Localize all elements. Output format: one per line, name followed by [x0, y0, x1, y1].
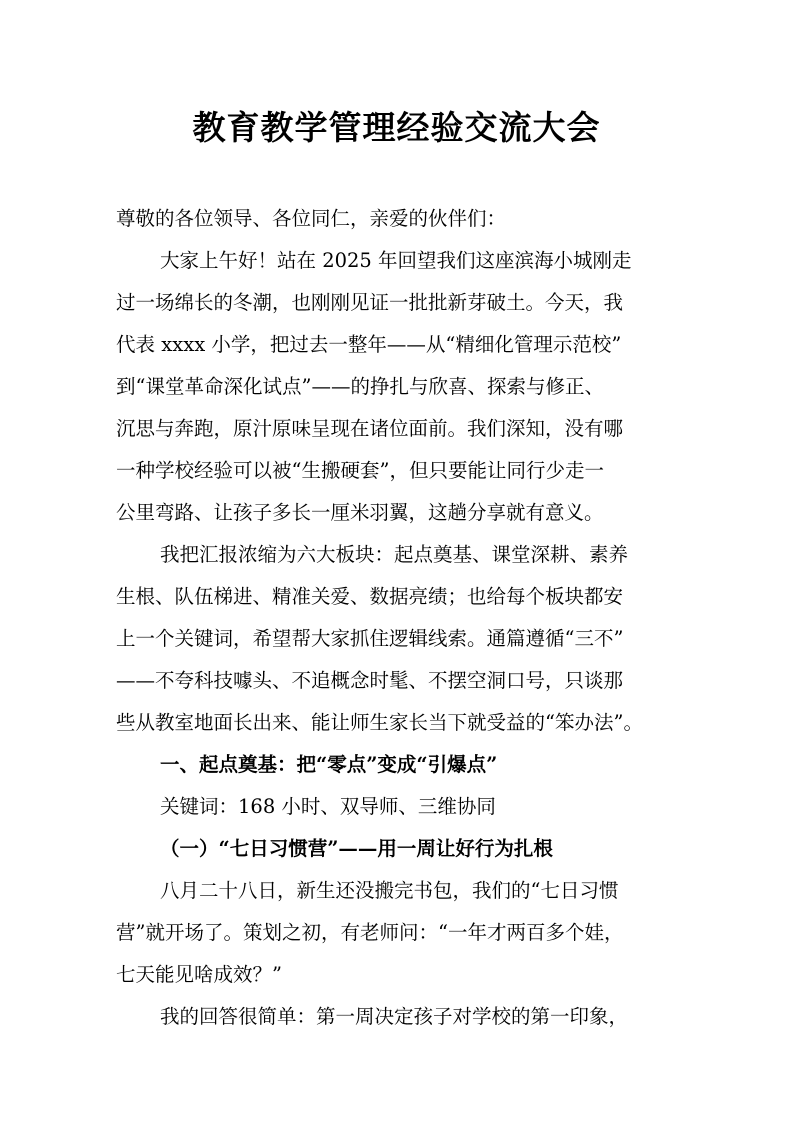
- paragraph-line: 营”就开场了。策划之初，有老师问：“一年才两百多个娃，: [116, 921, 624, 944]
- paragraph-line: 生根、队伍梯进、精准关爱、数据亮绩；也给每个板块都安: [116, 585, 624, 608]
- greeting-line: 尊敬的各位领导、各位同仁，亲爱的伙伴们：: [116, 207, 507, 230]
- paragraph-line: 七天能见啥成效？”: [116, 963, 282, 986]
- paragraph-line: 到“课堂革命深化试点”——的挣扎与欣喜、探索与修正、: [116, 375, 604, 398]
- document-title: 教育教学管理经验交流大会: [192, 108, 601, 147]
- paragraph-line: 我把汇报浓缩为六大板块：起点奠基、课堂深耕、素养: [160, 543, 629, 566]
- paragraph-line: 公里弯路、让孩子多长一厘米羽翼，这趟分享就有意义。: [116, 501, 604, 524]
- paragraph-line: 代表 xxxx 小学，把过去一整年——从“精细化管理示范校”: [116, 333, 622, 356]
- paragraph-line: 我的回答很简单：第一周决定孩子对学校的第一印象，: [160, 1005, 629, 1028]
- paragraph-line: 沉思与奔跑，原汁原味呈现在诸位面前。我们深知，没有哪: [116, 417, 624, 440]
- paragraph-line: 上一个关键词，希望帮大家抓住逻辑线索。通篇遵循“三不”: [116, 627, 624, 650]
- section-heading: 一、起点奠基：把“零点”变成“引爆点”: [160, 753, 498, 776]
- paragraph-line: 八月二十八日，新生还没搬完书包，我们的“七日习惯: [160, 879, 619, 902]
- paragraph-line: 一种学校经验可以被“生搬硬套”，但只要能让同行少走一: [116, 459, 604, 482]
- paragraph-line: 过一场绵长的冬潮，也刚刚见证一批批新芽破土。今天，我: [116, 291, 624, 314]
- paragraph-line: 些从教室地面长出来、能让师生家长当下就受益的“笨办法”。: [116, 711, 643, 734]
- paragraph-line: ——不夸科技噱头、不追概念时髦、不摆空洞口号，只谈那: [116, 669, 624, 692]
- keywords-line: 关键词：168 小时、双导师、三维协同: [160, 795, 496, 818]
- subsection-heading: （一）“七日习惯营”——用一周让好行为扎根: [160, 837, 553, 860]
- paragraph-line: 大家上午好！站在 2025 年回望我们这座滨海小城刚走: [160, 249, 632, 272]
- document-body: [116, 198, 676, 1038]
